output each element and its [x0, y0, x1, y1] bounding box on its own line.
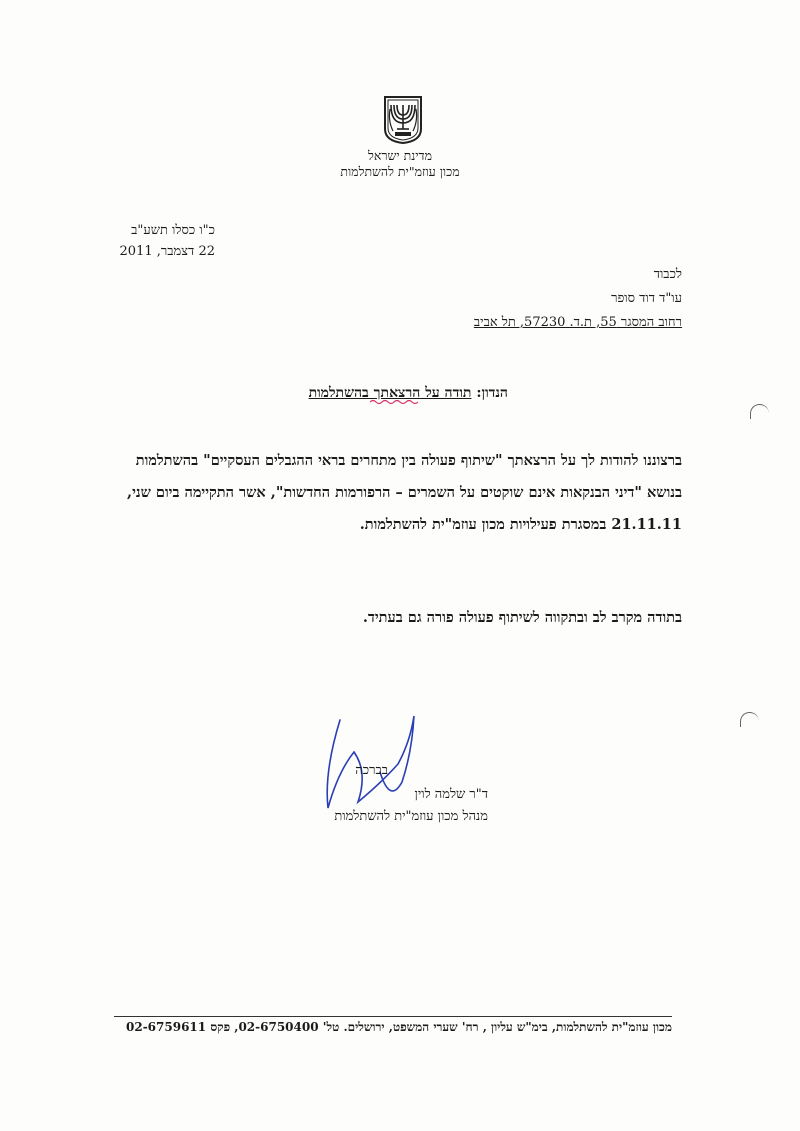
letterhead-institute: מכון עוזמ"ית להשתלמות: [340, 164, 460, 179]
footer-divider: [114, 1016, 672, 1017]
letterhead-country: מדינת ישראל: [368, 148, 432, 163]
body-line-1: ברצוננו להודות לך על הרצאתך "שיתוף פעולה בין מתחרים בראי ההגבלים העסקיים" בהשתלמות: [135, 452, 682, 469]
body-line-3: 21.11.11 במסגרת פעילויות מכון עוזמ"ית להשתלמות.: [359, 516, 682, 533]
subject-text: תודה על הרצאתך בהשתלמות: [308, 385, 472, 401]
recipient-name: עו"ד דוד סופר: [611, 291, 682, 306]
date-hebrew: כ"ו כסלו תשע"ב: [131, 223, 215, 238]
scan-mark: [740, 712, 759, 727]
subject-label: הנדון:: [476, 385, 508, 401]
footer-contact: מכון עוזמ"ית להשתלמות, בימ"ש עליון , רח' שערי המשפט, ירושלים. טל' 02-6750400, פקס 02-6759611: [126, 1020, 672, 1034]
recipient-salutation: לכבוד: [653, 267, 682, 282]
signature-greeting: בברכה: [355, 763, 388, 778]
recipient-address: רחוב המסגר 55, ת.ד. 57230, תל אביב: [473, 315, 682, 330]
menorah-emblem-icon: [381, 95, 425, 145]
date-gregorian: 22 דצמבר, 2011: [119, 244, 215, 259]
closing-line: בתודה מקרב לב ובתקווה לשיתוף פעולה פורה גם בעתיד.: [362, 609, 682, 626]
scan-mark: [750, 404, 769, 419]
signature-title: מנהל מכון עוזמ"ית להשתלמות: [334, 809, 488, 824]
spellcheck-squiggle: [370, 399, 420, 405]
signature-name: ד"ר שלמה לוין: [414, 787, 488, 802]
body-line-2: בנושא "דיני הבנקאות אינם שוקטים על השמרים – הרפורמות החדשות", אשר התקיימה ביום שני,: [127, 484, 682, 501]
